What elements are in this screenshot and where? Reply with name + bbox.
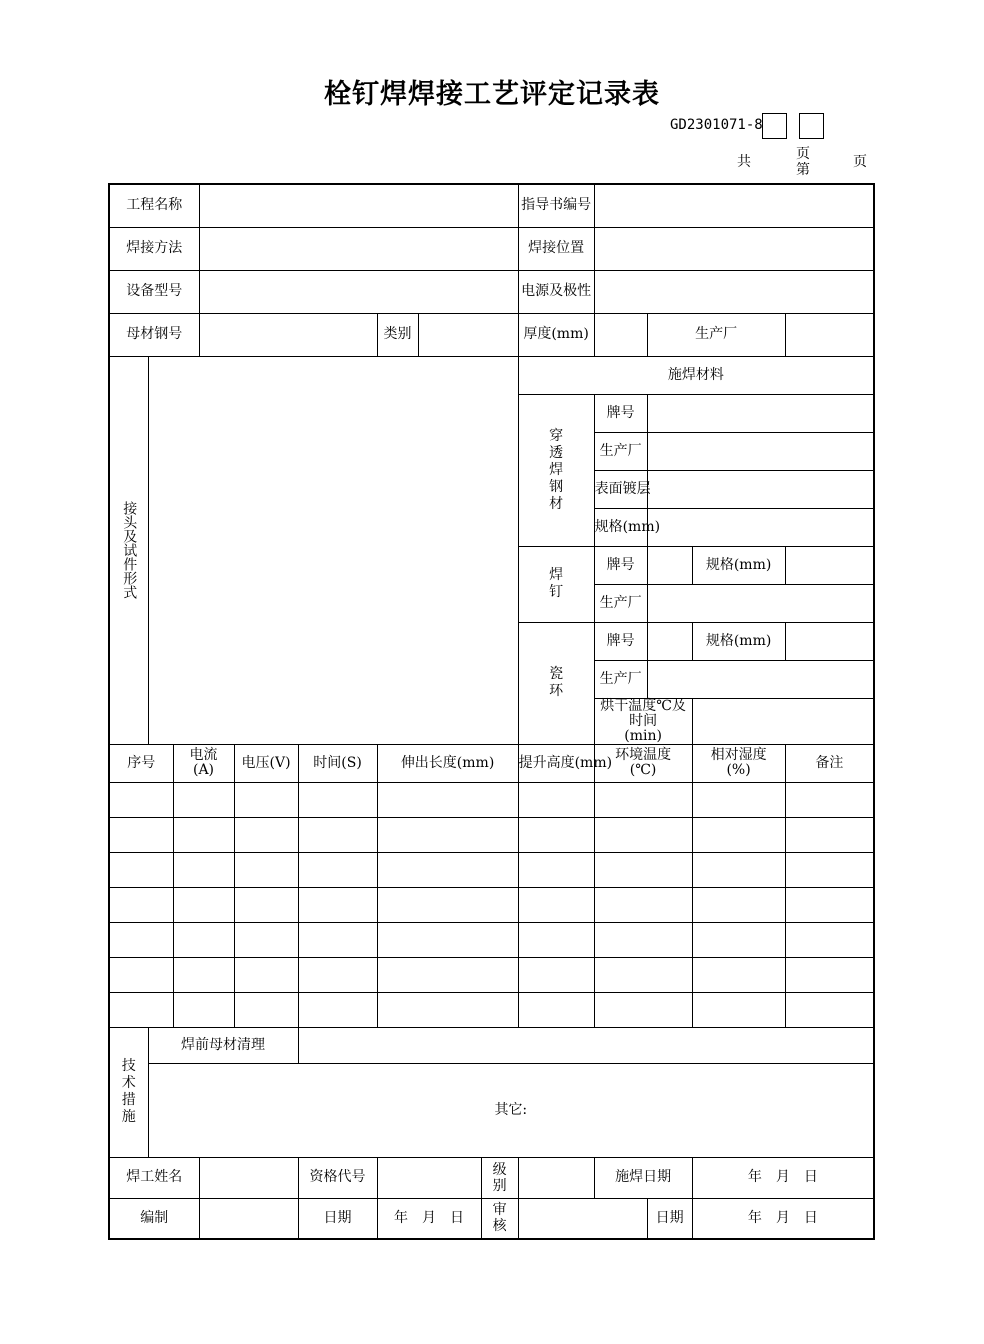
param-cell[interactable] xyxy=(594,957,692,992)
param-cell[interactable] xyxy=(298,782,377,817)
category-field[interactable] xyxy=(418,313,518,356)
col-humidity-line2: (%) xyxy=(726,762,751,778)
param-cell[interactable] xyxy=(692,957,785,992)
drying-field[interactable] xyxy=(692,698,874,744)
compiled-date-label: 日期 xyxy=(298,1198,377,1239)
grade-text: 级别 xyxy=(492,1161,507,1194)
stud-brand-label: 牌号 xyxy=(594,546,647,584)
param-row xyxy=(109,852,874,887)
materials-title: 施焊材料 xyxy=(518,356,874,394)
pre-clean-label: 焊前母材清理 xyxy=(148,1027,298,1063)
pen-brand-field[interactable] xyxy=(647,394,874,432)
review-text: 审核 xyxy=(492,1202,507,1235)
pen-coating-field[interactable] xyxy=(647,470,874,508)
param-cell[interactable] xyxy=(518,887,594,922)
qual-code-field[interactable] xyxy=(377,1157,481,1198)
welding-method-label: 焊接方法 xyxy=(109,227,199,270)
param-row xyxy=(109,992,874,1027)
param-cell[interactable] xyxy=(109,817,173,852)
col-time: 时间(S) xyxy=(298,744,377,782)
param-cell[interactable] xyxy=(234,957,298,992)
param-cell[interactable] xyxy=(377,782,518,817)
base-steel-label: 母材钢号 xyxy=(109,313,199,356)
param-row xyxy=(109,817,874,852)
col-humidity xyxy=(692,744,785,782)
review-date-label: 日期 xyxy=(647,1198,692,1239)
col-temp-line1: 环境温度 xyxy=(615,747,672,763)
param-cell[interactable] xyxy=(234,922,298,957)
param-cell[interactable] xyxy=(377,817,518,852)
project-name-field[interactable] xyxy=(199,184,518,227)
param-cell[interactable] xyxy=(692,782,785,817)
category-label: 类别 xyxy=(377,313,418,356)
param-cell[interactable] xyxy=(173,992,234,1027)
param-cell[interactable] xyxy=(692,817,785,852)
stud-spec-label: 规格(mm) xyxy=(692,546,785,584)
ferrule-label xyxy=(518,622,594,744)
param-cell[interactable] xyxy=(109,957,173,992)
param-cell[interactable] xyxy=(298,957,377,992)
drying-label-line1: 烘干温度℃及时间 xyxy=(600,697,686,729)
pen-brand-label: 牌号 xyxy=(594,394,647,432)
param-cell[interactable] xyxy=(785,782,874,817)
review-label xyxy=(481,1198,518,1239)
param-row xyxy=(109,922,874,957)
param-cell[interactable] xyxy=(692,992,785,1027)
param-cell[interactable] xyxy=(785,992,874,1027)
ferrule-spec-field[interactable] xyxy=(785,622,874,660)
page-total-suffix: 页 xyxy=(796,146,810,162)
param-cell[interactable] xyxy=(785,887,874,922)
col-voltage: 电压(V) xyxy=(234,744,298,782)
param-cell[interactable] xyxy=(594,992,692,1027)
manufacturer-label: 生产厂 xyxy=(647,313,785,356)
param-cell[interactable] xyxy=(173,852,234,887)
param-cell[interactable] xyxy=(518,922,594,957)
param-cell[interactable] xyxy=(785,852,874,887)
param-cell[interactable] xyxy=(518,992,594,1027)
weld-date-label: 施焊日期 xyxy=(594,1157,692,1198)
compiled-field[interactable] xyxy=(199,1198,298,1239)
col-humidity-line1: 相对湿度 xyxy=(710,747,767,763)
pen-coating-label: 表面镀层 xyxy=(594,470,647,508)
param-cell[interactable] xyxy=(692,852,785,887)
page-title: 栓钉焊焊接工艺评定记录表 xyxy=(324,79,660,110)
param-cell[interactable] xyxy=(692,887,785,922)
review-field[interactable] xyxy=(518,1198,647,1239)
drying-label xyxy=(594,698,692,744)
page-no-prefix: 第 xyxy=(796,162,810,178)
instruction-no-field[interactable] xyxy=(594,184,874,227)
param-cell[interactable] xyxy=(234,992,298,1027)
welder-name-field[interactable] xyxy=(199,1157,298,1198)
compiled-label: 编制 xyxy=(109,1198,199,1239)
pre-clean-field[interactable] xyxy=(298,1027,874,1063)
param-cell[interactable] xyxy=(109,852,173,887)
param-cell[interactable] xyxy=(377,852,518,887)
pen-manufacturer-label: 生产厂 xyxy=(594,432,647,470)
welder-name-label: 焊工姓名 xyxy=(109,1157,199,1198)
param-cell[interactable] xyxy=(518,782,594,817)
review-date-field[interactable]: 年 月 日 xyxy=(692,1198,874,1239)
param-cell[interactable] xyxy=(785,957,874,992)
param-cell[interactable] xyxy=(692,922,785,957)
param-cell[interactable] xyxy=(518,817,594,852)
power-polarity-label: 电源及极性 xyxy=(518,270,594,313)
thickness-label: 厚度(mm) xyxy=(518,313,594,356)
param-cell[interactable] xyxy=(785,922,874,957)
param-cell[interactable] xyxy=(173,782,234,817)
manufacturer-field[interactable] xyxy=(785,313,874,356)
page-no-suffix: 页 xyxy=(853,154,867,170)
col-extension: 伸出长度(mm) xyxy=(377,744,518,782)
form-code: GD2301071-8 xyxy=(670,117,763,133)
param-row xyxy=(109,957,874,992)
param-cell[interactable] xyxy=(109,782,173,817)
stud-manufacturer-label: 生产厂 xyxy=(594,584,647,622)
param-cell[interactable] xyxy=(298,992,377,1027)
param-cell[interactable] xyxy=(594,922,692,957)
param-cell[interactable] xyxy=(109,887,173,922)
param-cell[interactable] xyxy=(785,817,874,852)
param-cell[interactable] xyxy=(594,887,692,922)
other-measures-field[interactable]: 其它: xyxy=(148,1063,874,1157)
ferrule-text: 瓷环 xyxy=(549,666,564,699)
param-cell[interactable] xyxy=(377,887,518,922)
compiled-date-field[interactable]: 年 月 日 xyxy=(377,1198,481,1239)
col-seq: 序号 xyxy=(109,744,173,782)
pen-spec-field[interactable] xyxy=(647,508,874,546)
ferrule-brand-label: 牌号 xyxy=(594,622,647,660)
param-cell[interactable] xyxy=(377,992,518,1027)
record-form xyxy=(108,183,875,1240)
measures-text: 技术措施 xyxy=(121,1058,136,1125)
penetration-steel-text: 穿透焊钢材 xyxy=(549,427,564,512)
welding-method-field[interactable] xyxy=(199,227,518,270)
param-row xyxy=(109,887,874,922)
code-box-2[interactable] xyxy=(799,113,824,139)
param-cell[interactable] xyxy=(518,852,594,887)
grade-label xyxy=(481,1157,518,1198)
param-row xyxy=(109,782,874,817)
code-box-1[interactable] xyxy=(762,113,787,139)
stud-brand-field[interactable] xyxy=(647,546,692,584)
param-cell[interactable] xyxy=(298,887,377,922)
power-polarity-field[interactable] xyxy=(594,270,874,313)
stud-label xyxy=(518,546,594,622)
stud-spec-field[interactable] xyxy=(785,546,874,584)
weld-date-field[interactable]: 年 月 日 xyxy=(692,1157,874,1198)
param-cell[interactable] xyxy=(518,957,594,992)
joint-sketch-area[interactable] xyxy=(148,356,518,744)
param-cell[interactable] xyxy=(377,957,518,992)
param-cell[interactable] xyxy=(173,817,234,852)
joint-form-label: 接头及试件形式 xyxy=(109,356,148,744)
pen-spec-label: 规格(mm) xyxy=(594,508,647,546)
param-cell[interactable] xyxy=(173,922,234,957)
param-cell[interactable] xyxy=(173,887,234,922)
drying-label-line2: (min) xyxy=(624,727,662,744)
ferrule-brand-field[interactable] xyxy=(647,622,692,660)
equipment-model-label: 设备型号 xyxy=(109,270,199,313)
stud-manufacturer-field[interactable] xyxy=(647,584,874,622)
col-current-line2: (A) xyxy=(192,762,215,778)
col-remark: 备注 xyxy=(785,744,874,782)
thickness-field[interactable] xyxy=(594,313,647,356)
col-temp-line2: (℃) xyxy=(629,762,657,778)
equipment-model-field[interactable] xyxy=(199,270,518,313)
param-cell[interactable] xyxy=(234,852,298,887)
param-cell[interactable] xyxy=(234,817,298,852)
param-cell[interactable] xyxy=(173,957,234,992)
welding-position-field[interactable] xyxy=(594,227,874,270)
welding-position-label: 焊接位置 xyxy=(518,227,594,270)
param-cell[interactable] xyxy=(234,887,298,922)
param-cell[interactable] xyxy=(234,782,298,817)
pen-manufacturer-field[interactable] xyxy=(647,432,874,470)
qual-code-label: 资格代号 xyxy=(298,1157,377,1198)
ferrule-spec-label: 规格(mm) xyxy=(692,622,785,660)
param-cell[interactable] xyxy=(594,817,692,852)
param-cell[interactable] xyxy=(594,852,692,887)
col-current xyxy=(173,744,234,782)
base-steel-field[interactable] xyxy=(199,313,377,356)
penetration-steel-label xyxy=(518,394,594,546)
col-current-line1: 电流 xyxy=(189,747,218,763)
ferrule-manufacturer-field[interactable] xyxy=(647,660,874,698)
param-cell[interactable] xyxy=(298,922,377,957)
measures-label xyxy=(109,1027,148,1157)
param-cell[interactable] xyxy=(377,922,518,957)
page-total-prefix: 共 xyxy=(737,154,751,170)
grade-field[interactable] xyxy=(518,1157,594,1198)
project-name-label: 工程名称 xyxy=(109,184,199,227)
param-cell[interactable] xyxy=(298,852,377,887)
stud-text: 焊钉 xyxy=(549,567,564,600)
param-cell[interactable] xyxy=(109,992,173,1027)
col-lift: 提升高度(mm) xyxy=(518,744,594,782)
param-cell[interactable] xyxy=(298,817,377,852)
param-cell[interactable] xyxy=(594,782,692,817)
instruction-no-label: 指导书编号 xyxy=(518,184,594,227)
param-cell[interactable] xyxy=(109,922,173,957)
ferrule-manufacturer-label: 生产厂 xyxy=(594,660,647,698)
